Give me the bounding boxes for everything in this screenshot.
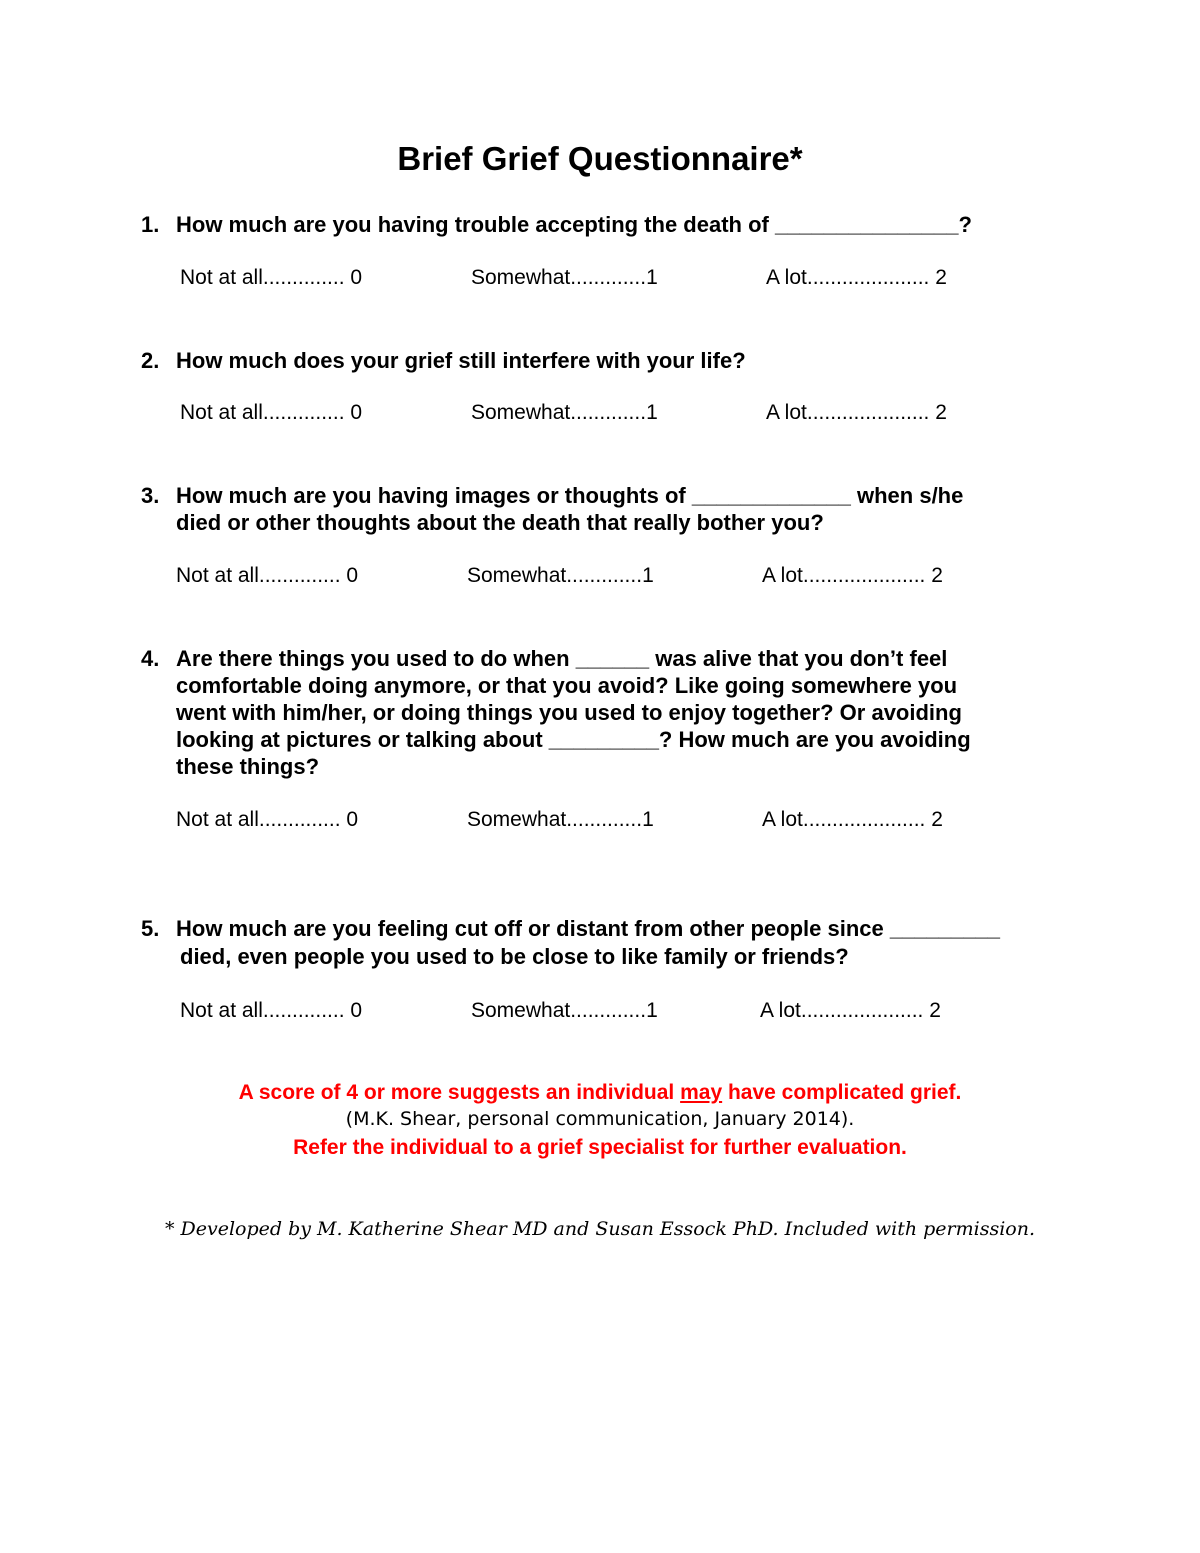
question-4-line-4: looking at pictures or talking about _________? How much are you avoiding <box>176 727 971 752</box>
q5-option-somewhat: Somewhat.............1 <box>471 999 658 1022</box>
question-4-line-3: went with him/her, or doing things you used to enjoy together? Or avoiding <box>176 700 962 725</box>
credit-note: * Developed by M. Katherine Shear MD and Susan Essock PhD. Included with permission. <box>164 1218 1036 1240</box>
q4-option-not-at-all: Not at all.............. 0 <box>176 808 359 831</box>
q1-option-not-at-all: Not at all.............. 0 <box>180 266 363 289</box>
q5-option-not-at-all: Not at all.............. 0 <box>180 999 363 1022</box>
question-1-number: 1. <box>141 212 160 237</box>
q3-option-a-lot: A lot..................... 2 <box>762 564 943 587</box>
q4-option-somewhat: Somewhat.............1 <box>467 808 654 831</box>
question-5-number: 5. <box>141 916 160 941</box>
q3-option-somewhat: Somewhat.............1 <box>467 564 654 587</box>
referral-note: Refer the individual to a grief specialist for further evaluation. <box>293 1136 907 1159</box>
question-4-number: 4. <box>141 646 160 671</box>
question-4-line-2: comfortable doing anymore, or that you avoid? Like going somewhere you <box>176 673 958 698</box>
question-2-text: How much does your grief still interfere with your life? <box>176 348 746 373</box>
q3-option-not-at-all: Not at all.............. 0 <box>176 564 359 587</box>
question-2-number: 2. <box>141 348 160 373</box>
q1-option-somewhat: Somewhat.............1 <box>471 266 658 289</box>
question-1-text: How much are you having trouble accepting the death of _______________? <box>176 212 972 237</box>
score-note <box>0 1081 1200 1105</box>
score-note-after: have complicated grief. <box>722 1081 962 1104</box>
question-5-line-1: How much are you feeling cut off or distant from other people since _________ <box>176 916 1000 941</box>
score-note-before: A score of 4 or more suggests an individual <box>238 1081 681 1104</box>
q4-option-a-lot: A lot..................... 2 <box>762 808 943 831</box>
q5-option-a-lot: A lot..................... 2 <box>760 999 941 1022</box>
question-4-line-5: these things? <box>176 754 320 779</box>
question-5-line-2: died, even people you used to be close to like family or friends? <box>180 944 849 969</box>
question-3-line-1: How much are you having images or thoughts of _____________ when s/he <box>176 483 964 508</box>
q1-option-a-lot: A lot..................... 2 <box>766 266 947 289</box>
question-3-line-2: died or other thoughts about the death that really bother you? <box>176 510 824 535</box>
q2-option-somewhat: Somewhat.............1 <box>471 401 658 424</box>
question-3-number: 3. <box>141 483 160 508</box>
q2-option-not-at-all: Not at all.............. 0 <box>180 401 363 424</box>
question-4-line-1: Are there things you used to do when ______ was alive that you don’t feel <box>176 646 948 671</box>
citation: (M.K. Shear, personal communication, January 2014). <box>345 1108 855 1130</box>
page-title: Brief Grief Questionnaire* <box>397 140 803 177</box>
q2-option-a-lot: A lot..................... 2 <box>766 401 947 424</box>
score-note-emphasis: may <box>680 1081 723 1104</box>
